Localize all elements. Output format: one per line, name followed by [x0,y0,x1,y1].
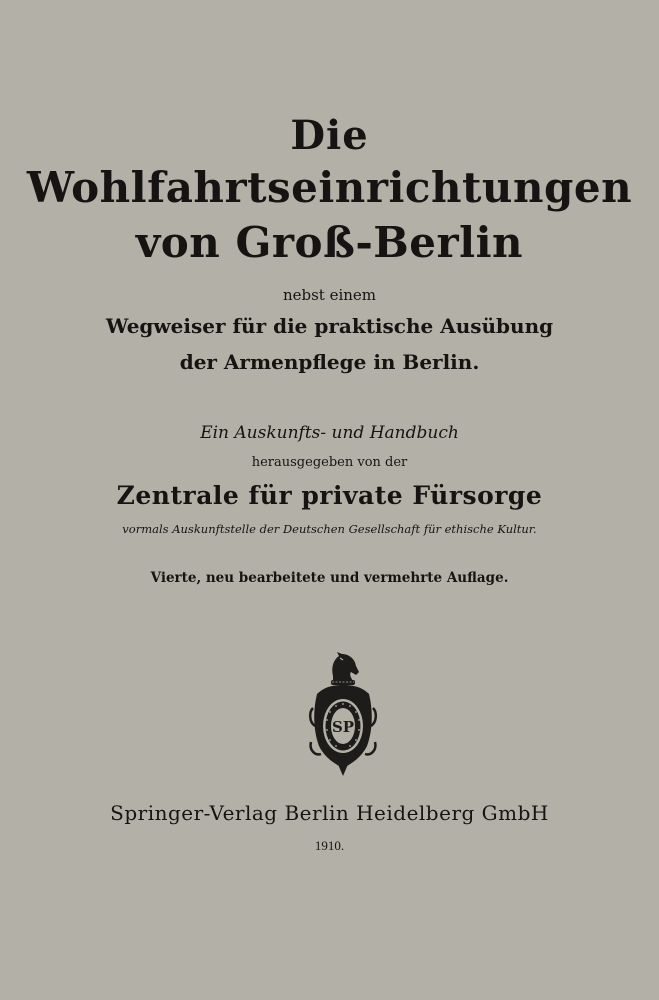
springer-chess-knight-emblem-icon [307,650,377,778]
editor-former-name: vormals Auskunftstelle der Deutschen Gesellschaft für ethische Kultur. [122,522,537,536]
subtitle-line-1: Wegweiser für die praktische Ausübung [105,314,554,338]
subtitle-intro: nebst einem [282,286,377,304]
editor-name: Zentrale für private Fürsorge [116,481,543,510]
book-type: Ein Auskunfts- und Handbuch [200,423,459,443]
title-line-2: Wohlfahrtseinrichtungen [26,163,633,212]
publisher-name: Springer-Verlag Berlin Heidelberg GmbH [110,801,549,825]
subtitle-line-2: der Armenpflege in Berlin. [179,350,480,374]
publication-year: 1910. [314,838,345,853]
editor-intro: herausgegeben von der [251,455,408,470]
emblem-initials: SP [331,718,355,736]
edition-statement: Vierte, neu bearbeitete und vermehrte Auflage. [150,570,509,586]
title-line-3: von Groß-Berlin [135,218,524,267]
title-line-1: Die [290,112,369,159]
